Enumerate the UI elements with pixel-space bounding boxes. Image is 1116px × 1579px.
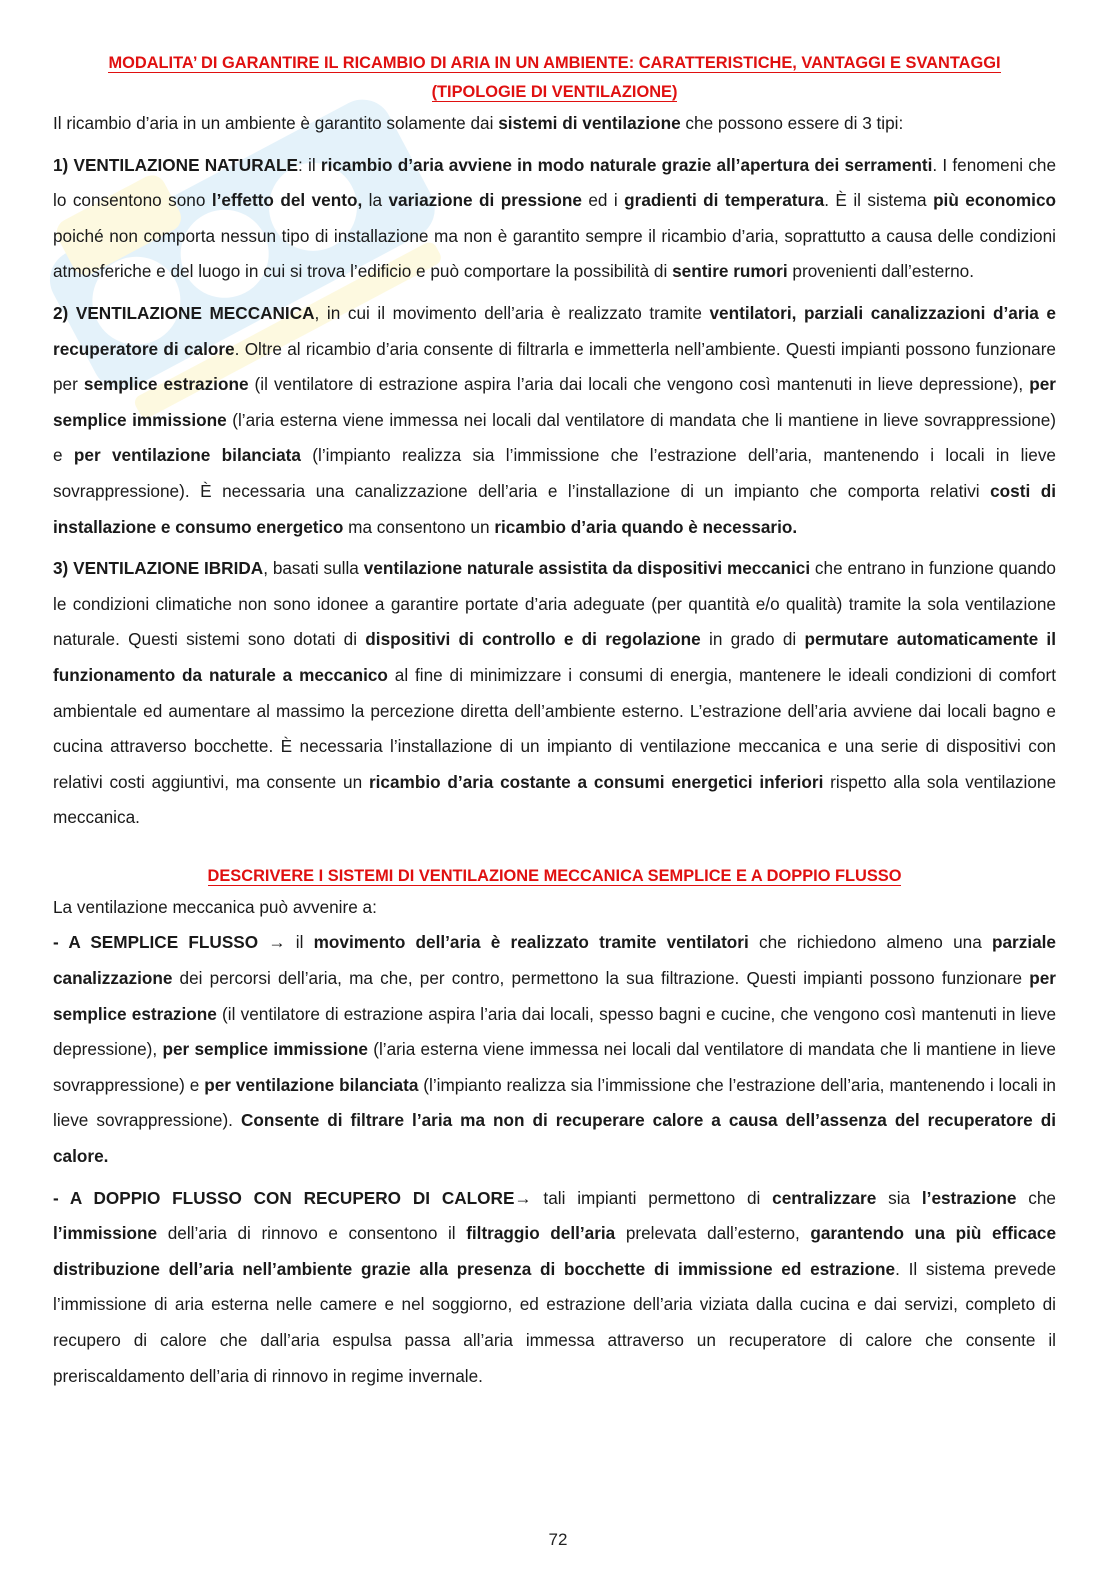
- text-run: dell’aria di rinnovo e consentono il: [157, 1223, 467, 1244]
- mechanical-ventilation-paragraph: [53, 296, 1056, 545]
- document-page: [53, 48, 1056, 1394]
- text-run: che richiedono almeno una: [748, 932, 992, 953]
- text-run: che: [1016, 1187, 1056, 1208]
- bold-text-run: →: [514, 1187, 532, 1208]
- bold-text-run: più economico: [933, 190, 1057, 211]
- text-run: ma consentono un: [343, 516, 495, 537]
- bold-text-run: semplice estrazione: [83, 374, 249, 395]
- double-flow-paragraph: [53, 1181, 1056, 1395]
- text-run: Il ricambio d’aria in un ambiente è garantito solamente dai: [53, 113, 499, 133]
- bold-text-run: filtraggio dell’aria: [466, 1223, 616, 1244]
- text-run: in grado di: [700, 629, 805, 650]
- bold-text-run: parziale canalizzazione: [53, 932, 1056, 989]
- bold-text-run: centralizzare: [772, 1187, 877, 1208]
- hybrid-ventilation-paragraph: [53, 551, 1056, 836]
- bold-text-run: ventilazione naturale assistita da dispositivi meccanici: [363, 558, 811, 579]
- section1-heading: [53, 48, 1056, 78]
- text-run: dei percorsi dell’aria, ma che, per contro, permettono la sua filtrazione. Questi impianti possono funzionare: [172, 968, 1030, 989]
- bold-text-run: 1) VENTILAZIONE NATURALE: [53, 154, 299, 175]
- bold-text-run: per semplice estrazione: [53, 968, 1056, 1024]
- bold-text-run: l’effetto del vento,: [211, 190, 363, 211]
- text-run: . Oltre al ricambio d’aria consente di filtrarla e immetterla nell’ambiente. Questi impianti possono funzionare per: [53, 338, 1056, 395]
- text-run: , in cui il movimento dell’aria è realizzato tramite: [314, 302, 710, 323]
- bold-text-run: →: [268, 932, 286, 953]
- text-run: il: [285, 932, 314, 953]
- text-run: (il ventilatore di estrazione aspira l’aria dai locali, spesso bagni e cucine, che vengono così mantenuti in lieve depressione),: [53, 1003, 1056, 1060]
- page-number: 72: [548, 1530, 568, 1549]
- bold-text-run: l’immissione: [53, 1223, 158, 1244]
- text-run: rispetto alla sola ventilazione meccanica.: [53, 771, 1057, 828]
- text-run: provenienti dall’esterno.: [787, 261, 974, 282]
- text-run: al fine di minimizzare i consumi di energia, mantenere le ideali condizioni di comfort ambientale ed aumentare al massimo la percezione diretta dell’ambiente esterno. L’estrazione dell’aria avviene dai locali bagno e cucina attraverso bocchette. È necessaria l’installazione di un impianto di ventilazione meccanica e una serie di dispositivi con relativi costi aggiuntivi, ma consente un: [53, 664, 1056, 792]
- text-run: ed i: [581, 190, 625, 211]
- bold-text-run: - A SEMPLICE FLUSSO: [53, 932, 269, 953]
- bold-text-run: per semplice immissione: [162, 1039, 368, 1060]
- bold-text-run: 2) VENTILAZIONE MECCANICA: [53, 302, 315, 323]
- bold-text-run: variazione di pressione: [388, 190, 582, 211]
- text-run: la: [362, 190, 389, 211]
- bold-text-run: ventilatori, parziali canalizzazioni d’aria e recuperatore di calore: [53, 302, 1056, 359]
- text-run: tali impianti permettono di: [531, 1187, 773, 1208]
- bold-text-run: per ventilazione bilanciata: [73, 445, 301, 466]
- text-run: La ventilazione meccanica può avvenire a:: [53, 896, 377, 917]
- bold-text-run: dispositivi di controllo e di regolazione: [365, 629, 701, 650]
- section1-subheading: [53, 78, 1056, 106]
- bold-text-run: Consente di filtrare l’aria ma non di recuperare calore a causa dell’assenza del recuperatore di calore.: [53, 1110, 1057, 1167]
- text-run: . I fenomeni che lo consentono sono: [53, 154, 1057, 211]
- section1-intro: [53, 106, 1056, 142]
- text-run: che entrano in funzione quando le condizioni climatiche non sono idonee a garantire portate d’aria adeguate (per quantità e/o qualità) tramite la sola ventilazione naturale. Questi sistemi sono dotati di: [53, 558, 1056, 650]
- text-run: : il: [298, 154, 321, 175]
- section1-heading-line2: (TIPOLOGIE DI VENTILAZIONE): [431, 83, 678, 101]
- text-run: (il ventilatore di estrazione aspira l’aria dai locali che vengono così mantenuti in lieve depressione),: [248, 374, 1030, 395]
- bold-text-run: sentire rumori: [672, 261, 788, 282]
- natural-ventilation-paragraph: [53, 148, 1056, 290]
- text-run: (l’impianto realizza sia l’immissione che l’estrazione dell’aria, mantenendo i locali in lieve sovrappressione). È necessaria una canalizzazione dell’aria e l’installazione di un impianto che comporta relativi: [53, 445, 1056, 501]
- section2-intro: [53, 890, 1056, 926]
- text-run: prelevata dall’esterno,: [615, 1223, 811, 1244]
- bold-text-run: ricambio d’aria avviene in modo naturale grazie all’apertura dei serramenti: [320, 154, 933, 175]
- text-run: (l’impianto realizza sia l’immissione che l’estrazione dell’aria, mantenendo i locali in lieve sovrappressione).: [53, 1074, 1056, 1131]
- bold-text-run: ricambio d’aria quando è necessario.: [494, 516, 798, 537]
- bold-text-run: ricambio d’aria costante a consumi energetici inferiori: [368, 771, 824, 792]
- text-run: . È il sistema: [824, 190, 934, 211]
- single-flow-paragraph: [53, 925, 1056, 1174]
- bold-text-run: movimento dell’aria è realizzato tramite ventilatori: [313, 932, 749, 953]
- section1-heading-line1: MODALITA’ DI GARANTIRE IL RICAMBIO DI ARIA IN UN AMBIENTE: CARATTERISTICHE, VANTAGGI E SVANTAGGI: [108, 54, 1001, 72]
- text-run: (l’aria esterna viene immessa nei locali dal ventilatore di mandata che li mantiene in lieve sovrappressione) e: [53, 409, 1056, 466]
- text-run: poiché non comporta nessun tipo di installazione ma non è garantito sempre il ricambio d’aria, soprattutto a causa delle condizioni atmosferiche e del luogo in cui si trova l’edificio e può comportare la possibilità di: [53, 225, 1056, 282]
- bold-text-run: garantendo una più efficace distribuzione dell’aria nell’ambiente grazie alla presenza di bocchette di immissione ed estrazione: [53, 1223, 1057, 1279]
- bold-text-run: - A DOPPIO FLUSSO CON RECUPERO DI CALORE: [53, 1187, 515, 1208]
- section2-heading: [53, 862, 1056, 890]
- bold-text-run: 3) VENTILAZIONE IBRIDA: [53, 558, 264, 579]
- text-run: , basati sulla: [263, 558, 364, 579]
- text-run: (l’aria esterna viene immessa nei locali dal ventilatore di mandata che li mantiene in lieve sovrappressione) e: [53, 1039, 1056, 1095]
- bold-text-run: sistemi di ventilazione: [498, 113, 681, 133]
- bold-text-run: gradienti di temperatura: [624, 190, 825, 211]
- text-run: che possono essere di 3 tipi:: [680, 113, 904, 133]
- text-run: . Il sistema prevede l’immissione di aria esterna nelle camere e nel soggiorno, ed estrazione dell’aria viziata dalla cucina e dai servizi, completo di recupero di calore che dall’aria espulsa passa all’aria immessa attraverso un recuperatore di calore che consente il preriscaldamento dell’aria di rinnovo in regime invernale.: [53, 1258, 1057, 1386]
- bold-text-run: l’estrazione: [921, 1187, 1017, 1208]
- bold-text-run: permutare automaticamente il funzionamento da naturale a meccanico: [53, 629, 1056, 685]
- bold-text-run: per ventilazione bilanciata: [204, 1074, 419, 1095]
- text-run: sia: [876, 1187, 922, 1208]
- bold-text-run: per semplice immissione: [53, 374, 1056, 430]
- bold-text-run: costi di installazione e consumo energetico: [53, 480, 1056, 537]
- section2-heading-text: DESCRIVERE I SISTEMI DI VENTILAZIONE MECCANICA SEMPLICE E A DOPPIO FLUSSO: [207, 866, 902, 885]
